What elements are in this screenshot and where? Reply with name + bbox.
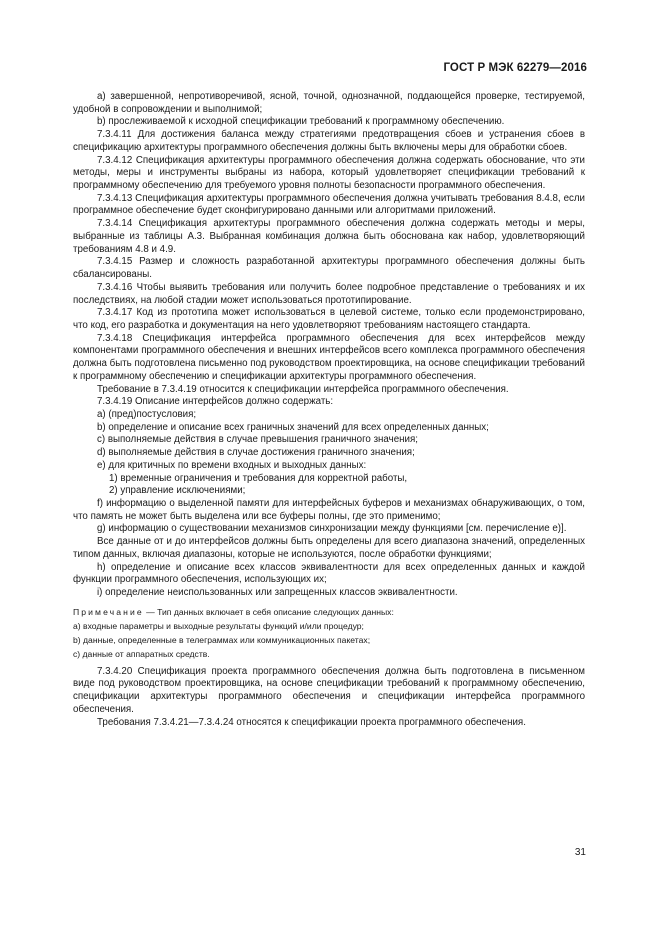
note-item: b) данные, определенные в телеграммах или коммуникационных пакетах; <box>73 634 371 645</box>
list-item: a) (пред)постусловия; <box>97 408 197 420</box>
list-item: c) выполняемые действия в случае превышения граничного значения; <box>97 434 418 446</box>
list-item: d) выполняемые действия в случае достижения граничного значения; <box>97 447 415 459</box>
paragraph: 7.3.4.18 Спецификация интерфейса программного обеспечения для всех интерфейсов между компонентами программного обеспечения и внешних интерфейсов всего комплекса программного обеспечения должна быть подготовлена письменно под руководством проектировщика, на основе спецификации требований к программному обеспечению и спецификации архитектуры программного обеспечения. <box>73 332 585 382</box>
document-body <box>73 91 585 729</box>
paragraph: 7.3.4.13 Спецификация архитектуры программного обеспечения должна учитывать требования 8.4.8, если программное обеспечение будет сконфигурировано данными или алгоритмами приложений. <box>73 192 585 217</box>
paragraph: Требования 7.3.4.21—7.3.4.24 относятся к спецификации проекта программного обеспечения. <box>97 716 526 728</box>
sub-list-item: 1) временные ограничения и требования для корректной работы, <box>109 472 408 484</box>
paragraph: Требование в 7.3.4.19 относится к спецификации интерфейса программного обеспечения. <box>97 383 509 395</box>
note-label: Примечание <box>73 606 144 617</box>
note-item: a) входные параметры и выходные результаты функций и/или процедур; <box>73 620 364 631</box>
paragraph: b) прослеживаемой к исходной спецификации требований к программному обеспечению. <box>97 116 505 128</box>
list-item: i) определение неиспользованных или запрещенных классов эквивалентности. <box>97 587 458 599</box>
note-heading <box>73 605 585 619</box>
sub-list-item: 2) управление исключениями; <box>109 485 246 497</box>
paragraph: 7.3.4.15 Размер и сложность разработанной архитектуры программного обеспечения должны быть сбалансированы. <box>73 256 585 281</box>
list-item: g) информацию о существовании механизмов синхронизации между функциями [см. перечисление е)]. <box>97 523 567 535</box>
paragraph: Все данные от и до интерфейсов должны быть определены для всего диапазона значений, определенных типом данных, включая диапазоны, которые не используются, после обработки функциями; <box>73 536 585 560</box>
document-header: ГОСТ Р МЭК 62279—2016 <box>443 62 587 74</box>
page-number: 31 <box>574 847 586 858</box>
note-item: c) данные от аппаратных средств. <box>73 648 210 659</box>
paragraph: а) завершенной, непротиворечивой, ясной, точной, однозначной, поддающейся проверке, тестируемой, удобной в сопровождении и выполнимой; <box>73 91 585 115</box>
list-item: e) для критичных по времени входных и выходных данных: <box>97 459 367 471</box>
paragraph: 7.3.4.16 Чтобы выявить требования или получить более подробное представление о требованиях и их последствиях, на любой стадии может использоваться прототипирование. <box>73 281 585 306</box>
paragraph: 7.3.4.11 Для достижения баланса между стратегиями предотвращения сбоев и устранения сбоев в спецификацию архитектуры программного обеспечения должны быть включены меры для обработки сбоев. <box>73 129 585 153</box>
list-item: h) определение и описание всех классов эквивалентности для всех определенных данных и каждой функции программного обеспечения, использующих их; <box>73 561 585 586</box>
note-block <box>73 605 585 661</box>
list-item: b) определение и описание всех граничных значений для всех определенных данных; <box>97 421 489 433</box>
paragraph: 7.3.4.17 Код из прототипа может использоваться в целевой системе, только если продемонстрировано, что код, его разработка и документация на него удовлетворяют требованиям настоящего стандарта. <box>73 307 585 331</box>
paragraph: 7.3.4.20 Спецификация проекта программного обеспечения должна быть подготовлена в письменном виде под руководством проектировщика, на основе спецификации требований к программному обеспечению, спецификации архитектуры программного обеспечения и спецификации интерфейса программного обеспечения. <box>73 665 585 715</box>
paragraph: 7.3.4.14 Спецификация архитектуры программного обеспечения должна содержать методы и меры, выбранные из таблицы А.3. Выбранная комбинация должна быть обоснована как набор, удовлетворяющий требованиям 4.8 и 4.9. <box>73 218 585 255</box>
paragraph: 7.3.4.12 Спецификация архитектуры программного обеспечения должна содержать обоснование, что эти методы, меры и инструменты выбраны из набора, который удовлетворяет спецификации требований к программному обеспечению для требуемого уровня полноты безопасности программного обеспечения. <box>73 154 585 192</box>
list-item: f) информацию о выделенной памяти для интерфейсных буферов и механизмах обнаруживающих, о том, что память не может быть выделена или все буферы полны, где это применимо; <box>73 498 585 522</box>
note-text: — Тип данных включает в себя описание следующих данных: <box>143 606 394 617</box>
paragraph: 7.3.4.19 Описание интерфейсов должно содержать: <box>97 396 334 408</box>
